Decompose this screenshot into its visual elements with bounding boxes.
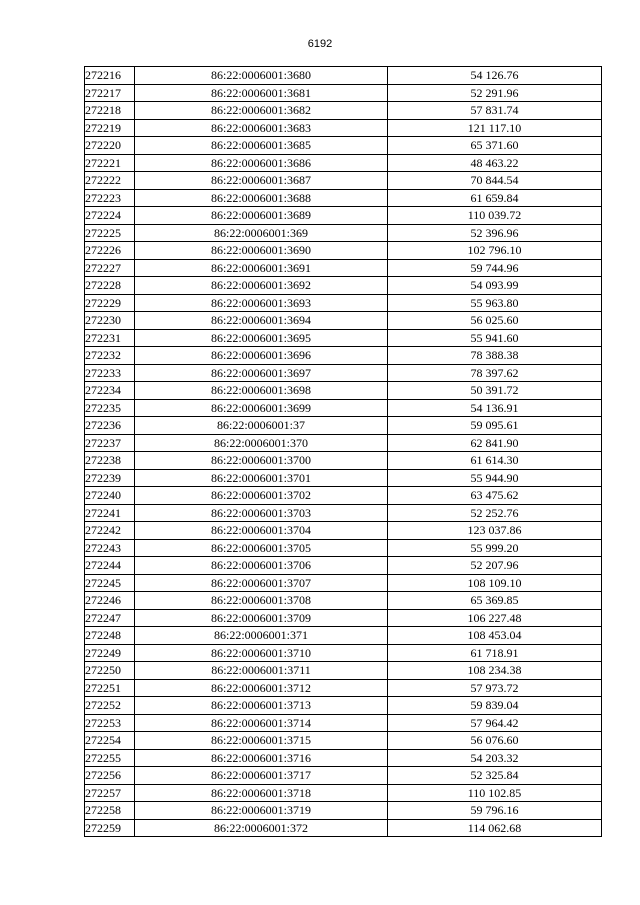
cadastral-value-cell: 108 109.10 xyxy=(388,574,602,592)
table-row xyxy=(85,119,602,137)
record-id-cell: 272221 xyxy=(85,154,135,172)
cadastral-number-cell: 86:22:0006001:370 xyxy=(135,434,388,452)
cadastral-number-cell: 86:22:0006001:3689 xyxy=(135,207,388,225)
cadastral-number-cell: 86:22:0006001:371 xyxy=(135,627,388,645)
cadastral-number-cell: 86:22:0006001:3701 xyxy=(135,469,388,487)
cadastral-number-cell: 86:22:0006001:3712 xyxy=(135,679,388,697)
cadastral-number-cell: 86:22:0006001:3698 xyxy=(135,382,388,400)
record-id-cell: 272239 xyxy=(85,469,135,487)
cadastral-value-cell: 52 207.96 xyxy=(388,557,602,575)
cadastral-number-cell: 86:22:0006001:372 xyxy=(135,819,388,837)
cadastral-number-cell: 86:22:0006001:3707 xyxy=(135,574,388,592)
table-row xyxy=(85,522,602,540)
cadastral-value-cell: 48 463.22 xyxy=(388,154,602,172)
table-row xyxy=(85,294,602,312)
table-row xyxy=(85,242,602,260)
record-id-cell: 272235 xyxy=(85,399,135,417)
cadastral-number-cell: 86:22:0006001:3683 xyxy=(135,119,388,137)
cadastral-number-cell: 86:22:0006001:3700 xyxy=(135,452,388,470)
cadastral-value-table xyxy=(84,66,602,837)
cadastral-number-cell: 86:22:0006001:3695 xyxy=(135,329,388,347)
record-id-cell: 272228 xyxy=(85,277,135,295)
page-number: 6192 xyxy=(307,38,333,50)
cadastral-number-cell: 86:22:0006001:3717 xyxy=(135,767,388,785)
cadastral-number-cell: 86:22:0006001:3703 xyxy=(135,504,388,522)
cadastral-value-cell: 54 203.32 xyxy=(388,749,602,767)
record-id-cell: 272259 xyxy=(85,819,135,837)
record-id-cell: 272217 xyxy=(85,84,135,102)
table-row xyxy=(85,189,602,207)
table-row xyxy=(85,574,602,592)
table-row xyxy=(85,154,602,172)
cadastral-number-cell: 86:22:0006001:3693 xyxy=(135,294,388,312)
cadastral-value-cell: 114 062.68 xyxy=(388,819,602,837)
record-id-cell: 272230 xyxy=(85,312,135,330)
cadastral-value-cell: 52 291.96 xyxy=(388,84,602,102)
cadastral-number-cell: 86:22:0006001:3682 xyxy=(135,102,388,120)
cadastral-number-cell: 86:22:0006001:3708 xyxy=(135,592,388,610)
record-id-cell: 272219 xyxy=(85,119,135,137)
cadastral-number-cell: 86:22:0006001:3718 xyxy=(135,784,388,802)
table-row xyxy=(85,767,602,785)
record-id-cell: 272222 xyxy=(85,172,135,190)
cadastral-number-cell: 86:22:0006001:3709 xyxy=(135,609,388,627)
cadastral-number-cell: 86:22:0006001:3696 xyxy=(135,347,388,365)
record-id-cell: 272248 xyxy=(85,627,135,645)
record-id-cell: 272220 xyxy=(85,137,135,155)
table-body xyxy=(85,67,602,837)
cadastral-number-cell: 86:22:0006001:3714 xyxy=(135,714,388,732)
table-row xyxy=(85,557,602,575)
table-row xyxy=(85,784,602,802)
table-row xyxy=(85,714,602,732)
cadastral-number-cell: 86:22:0006001:3710 xyxy=(135,644,388,662)
cadastral-value-cell: 55 944.90 xyxy=(388,469,602,487)
cadastral-value-cell: 121 117.10 xyxy=(388,119,602,137)
table-row xyxy=(85,329,602,347)
cadastral-number-cell: 86:22:0006001:3685 xyxy=(135,137,388,155)
cadastral-value-cell: 55 999.20 xyxy=(388,539,602,557)
cadastral-value-cell: 123 037.86 xyxy=(388,522,602,540)
cadastral-value-cell: 54 093.99 xyxy=(388,277,602,295)
cadastral-number-cell: 86:22:0006001:3681 xyxy=(135,84,388,102)
cadastral-value-cell: 55 963.80 xyxy=(388,294,602,312)
record-id-cell: 272245 xyxy=(85,574,135,592)
table-row xyxy=(85,627,602,645)
record-id-cell: 272216 xyxy=(85,67,135,85)
cadastral-number-cell: 86:22:0006001:3687 xyxy=(135,172,388,190)
cadastral-value-cell: 56 025.60 xyxy=(388,312,602,330)
table-row xyxy=(85,592,602,610)
record-id-cell: 272229 xyxy=(85,294,135,312)
table-row xyxy=(85,399,602,417)
cadastral-number-cell: 86:22:0006001:3697 xyxy=(135,364,388,382)
record-id-cell: 272242 xyxy=(85,522,135,540)
table-row xyxy=(85,382,602,400)
record-id-cell: 272247 xyxy=(85,609,135,627)
cadastral-value-cell: 108 453.04 xyxy=(388,627,602,645)
cadastral-number-cell: 86:22:0006001:3716 xyxy=(135,749,388,767)
table-row xyxy=(85,469,602,487)
table-row xyxy=(85,644,602,662)
table-row xyxy=(85,487,602,505)
cadastral-value-cell: 54 126.76 xyxy=(388,67,602,85)
table-row xyxy=(85,364,602,382)
cadastral-value-cell: 56 076.60 xyxy=(388,732,602,750)
table-row xyxy=(85,697,602,715)
table-row xyxy=(85,259,602,277)
cadastral-value-cell: 102 796.10 xyxy=(388,242,602,260)
cadastral-number-cell: 86:22:0006001:3715 xyxy=(135,732,388,750)
cadastral-value-cell: 78 388.38 xyxy=(388,347,602,365)
table-row xyxy=(85,224,602,242)
cadastral-value-cell: 61 659.84 xyxy=(388,189,602,207)
cadastral-value-cell: 59 796.16 xyxy=(388,802,602,820)
table-row xyxy=(85,137,602,155)
cadastral-number-cell: 86:22:0006001:3692 xyxy=(135,277,388,295)
table-row xyxy=(85,609,602,627)
record-id-cell: 272231 xyxy=(85,329,135,347)
cadastral-value-cell: 65 371.60 xyxy=(388,137,602,155)
cadastral-number-cell: 86:22:0006001:3691 xyxy=(135,259,388,277)
cadastral-number-cell: 86:22:0006001:3705 xyxy=(135,539,388,557)
record-id-cell: 272246 xyxy=(85,592,135,610)
cadastral-value-cell: 63 475.62 xyxy=(388,487,602,505)
cadastral-value-cell: 59 839.04 xyxy=(388,697,602,715)
cadastral-number-cell: 86:22:0006001:369 xyxy=(135,224,388,242)
record-id-cell: 272238 xyxy=(85,452,135,470)
table-row xyxy=(85,539,602,557)
cadastral-value-cell: 65 369.85 xyxy=(388,592,602,610)
cadastral-value-cell: 70 844.54 xyxy=(388,172,602,190)
record-id-cell: 272257 xyxy=(85,784,135,802)
table-row xyxy=(85,819,602,837)
cadastral-number-cell: 86:22:0006001:3690 xyxy=(135,242,388,260)
record-id-cell: 272249 xyxy=(85,644,135,662)
record-id-cell: 272226 xyxy=(85,242,135,260)
cadastral-value-cell: 52 396.96 xyxy=(388,224,602,242)
record-id-cell: 272254 xyxy=(85,732,135,750)
record-id-cell: 272256 xyxy=(85,767,135,785)
cadastral-value-cell: 110 102.85 xyxy=(388,784,602,802)
cadastral-value-cell: 50 391.72 xyxy=(388,382,602,400)
table-row xyxy=(85,277,602,295)
cadastral-number-cell: 86:22:0006001:37 xyxy=(135,417,388,435)
cadastral-value-cell: 61 718.91 xyxy=(388,644,602,662)
cadastral-value-cell: 54 136.91 xyxy=(388,399,602,417)
cadastral-value-cell: 57 964.42 xyxy=(388,714,602,732)
record-id-cell: 272252 xyxy=(85,697,135,715)
record-id-cell: 272224 xyxy=(85,207,135,225)
table-row xyxy=(85,679,602,697)
record-id-cell: 272236 xyxy=(85,417,135,435)
table-row xyxy=(85,102,602,120)
record-id-cell: 272232 xyxy=(85,347,135,365)
record-id-cell: 272240 xyxy=(85,487,135,505)
record-id-cell: 272227 xyxy=(85,259,135,277)
cadastral-number-cell: 86:22:0006001:3704 xyxy=(135,522,388,540)
record-id-cell: 272237 xyxy=(85,434,135,452)
table-row xyxy=(85,504,602,522)
table-row xyxy=(85,172,602,190)
table-row xyxy=(85,67,602,85)
record-id-cell: 272258 xyxy=(85,802,135,820)
record-id-cell: 272218 xyxy=(85,102,135,120)
cadastral-value-cell: 55 941.60 xyxy=(388,329,602,347)
table-row xyxy=(85,417,602,435)
cadastral-value-cell: 59 744.96 xyxy=(388,259,602,277)
cadastral-number-cell: 86:22:0006001:3713 xyxy=(135,697,388,715)
cadastral-value-cell: 52 325.84 xyxy=(388,767,602,785)
record-id-cell: 272225 xyxy=(85,224,135,242)
record-id-cell: 272250 xyxy=(85,662,135,680)
cadastral-value-cell: 61 614.30 xyxy=(388,452,602,470)
cadastral-value-cell: 57 973.72 xyxy=(388,679,602,697)
cadastral-number-cell: 86:22:0006001:3711 xyxy=(135,662,388,680)
cadastral-value-cell: 52 252.76 xyxy=(388,504,602,522)
table-row xyxy=(85,732,602,750)
record-id-cell: 272244 xyxy=(85,557,135,575)
cadastral-number-cell: 86:22:0006001:3719 xyxy=(135,802,388,820)
table-row xyxy=(85,452,602,470)
table-row xyxy=(85,84,602,102)
cadastral-value-cell: 62 841.90 xyxy=(388,434,602,452)
table-row xyxy=(85,347,602,365)
record-id-cell: 272255 xyxy=(85,749,135,767)
record-id-cell: 272234 xyxy=(85,382,135,400)
cadastral-number-cell: 86:22:0006001:3706 xyxy=(135,557,388,575)
record-id-cell: 272223 xyxy=(85,189,135,207)
table-row xyxy=(85,662,602,680)
record-id-cell: 272241 xyxy=(85,504,135,522)
table-row xyxy=(85,312,602,330)
cadastral-value-cell: 110 039.72 xyxy=(388,207,602,225)
record-id-cell: 272233 xyxy=(85,364,135,382)
record-id-cell: 272253 xyxy=(85,714,135,732)
cadastral-number-cell: 86:22:0006001:3688 xyxy=(135,189,388,207)
cadastral-number-cell: 86:22:0006001:3694 xyxy=(135,312,388,330)
cadastral-number-cell: 86:22:0006001:3686 xyxy=(135,154,388,172)
table-row xyxy=(85,207,602,225)
cadastral-value-cell: 78 397.62 xyxy=(388,364,602,382)
cadastral-number-cell: 86:22:0006001:3680 xyxy=(135,67,388,85)
cadastral-value-cell: 108 234.38 xyxy=(388,662,602,680)
record-id-cell: 272251 xyxy=(85,679,135,697)
table-row xyxy=(85,749,602,767)
cadastral-value-cell: 106 227.48 xyxy=(388,609,602,627)
cadastral-value-cell: 59 095.61 xyxy=(388,417,602,435)
table-row xyxy=(85,434,602,452)
table-row xyxy=(85,802,602,820)
record-id-cell: 272243 xyxy=(85,539,135,557)
cadastral-value-cell: 57 831.74 xyxy=(388,102,602,120)
cadastral-number-cell: 86:22:0006001:3699 xyxy=(135,399,388,417)
cadastral-number-cell: 86:22:0006001:3702 xyxy=(135,487,388,505)
